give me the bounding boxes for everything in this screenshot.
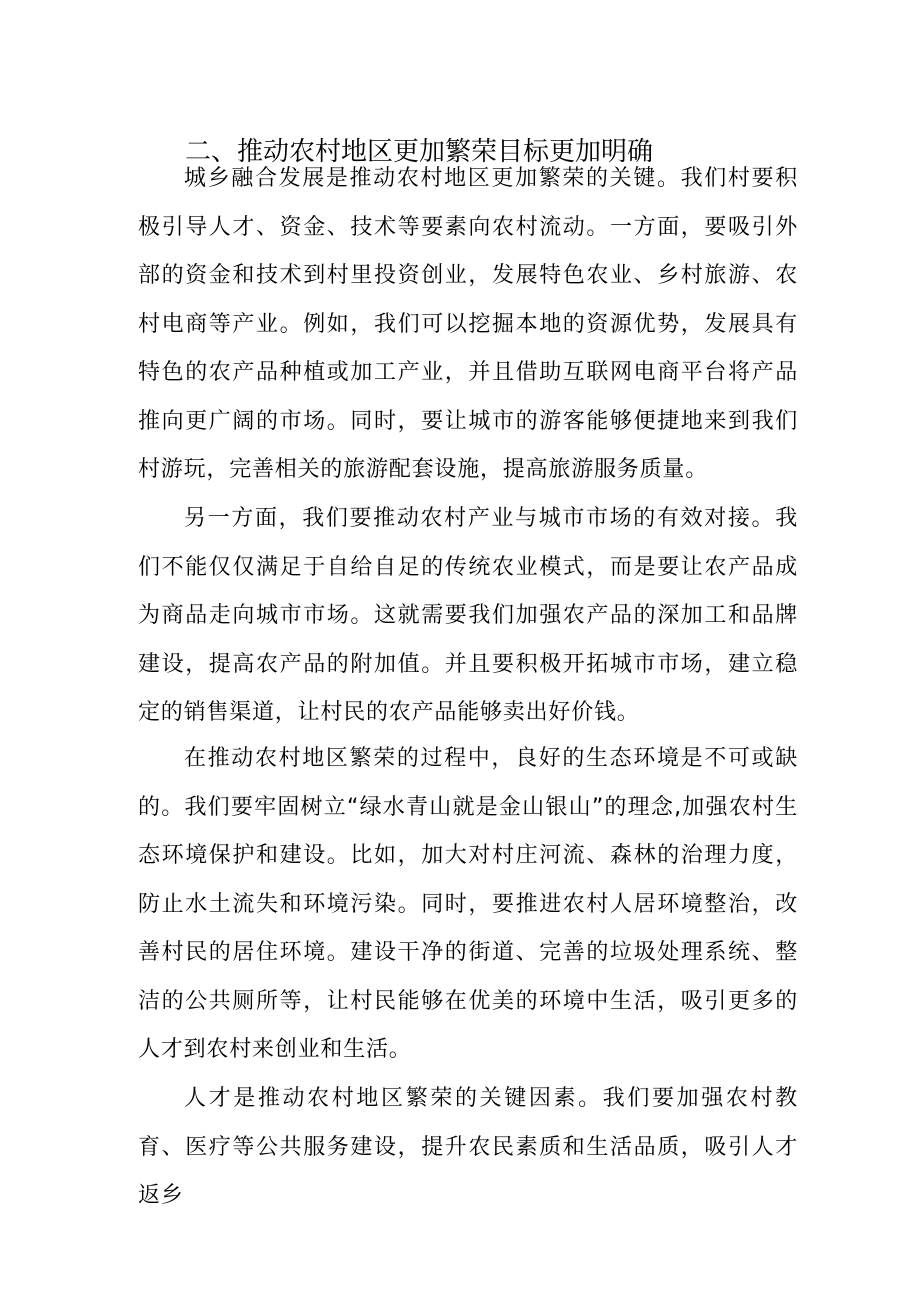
section-heading: 二、推动农村地区更加繁荣目标更加明确 [185,136,654,167]
paragraph: 在推动农村地区繁荣的过程中，良好的生态环境是不可或缺的。我们要牢固树立“绿水青山就是金山银山”的理念,加强农村生态环境保护和建设。比如，加大对村庄河流、森林的治理力度，防止水土流失和环境污染。同时，要推进农村人居环境整治，改善村民的居住环境。建设干净的街道、完善的垃圾处理系统、整洁的公共厕所等，让村民能够在优美的环境中生活，吸引更多的人才到农村来创业和生活。 [138,746,798,1062]
paragraph: 人才是推动农村地区繁荣的关键因素。我们要加强农村教育、医疗等公共服务建设，提升农民素质和生活品质，吸引人才返乡 [138,1086,798,1208]
paragraph: 城乡融合发展是推动农村地区更加繁荣的关键。我们村要积极引导人才、资金、技术等要素向农村流动。一方面，要吸引外部的资金和技术到村里投资创业，发展特色农业、乡村旅游、农村电商等产业。例如，我们可以挖掘本地的资源优势，发展具有特色的农产品种植或加工产业，并且借助互联网电商平台将产品推向更广阔的市场。同时，要让城市的游客能够便捷地来到我们村游玩，完善相关的旅游配套设施，提高旅游服务质量。 [138,166,798,482]
paragraph: 另一方面，我们要推动农村产业与城市市场的有效对接。我们不能仅仅满足于自给自足的传统农业模式，而是要让农产品成为商品走向城市市场。这就需要我们加强农产品的深加工和品牌建设，提高农产品的附加值。并且要积极开拓城市市场，建立稳定的销售渠道，让村民的农产品能够卖出好价钱。 [138,506,798,725]
